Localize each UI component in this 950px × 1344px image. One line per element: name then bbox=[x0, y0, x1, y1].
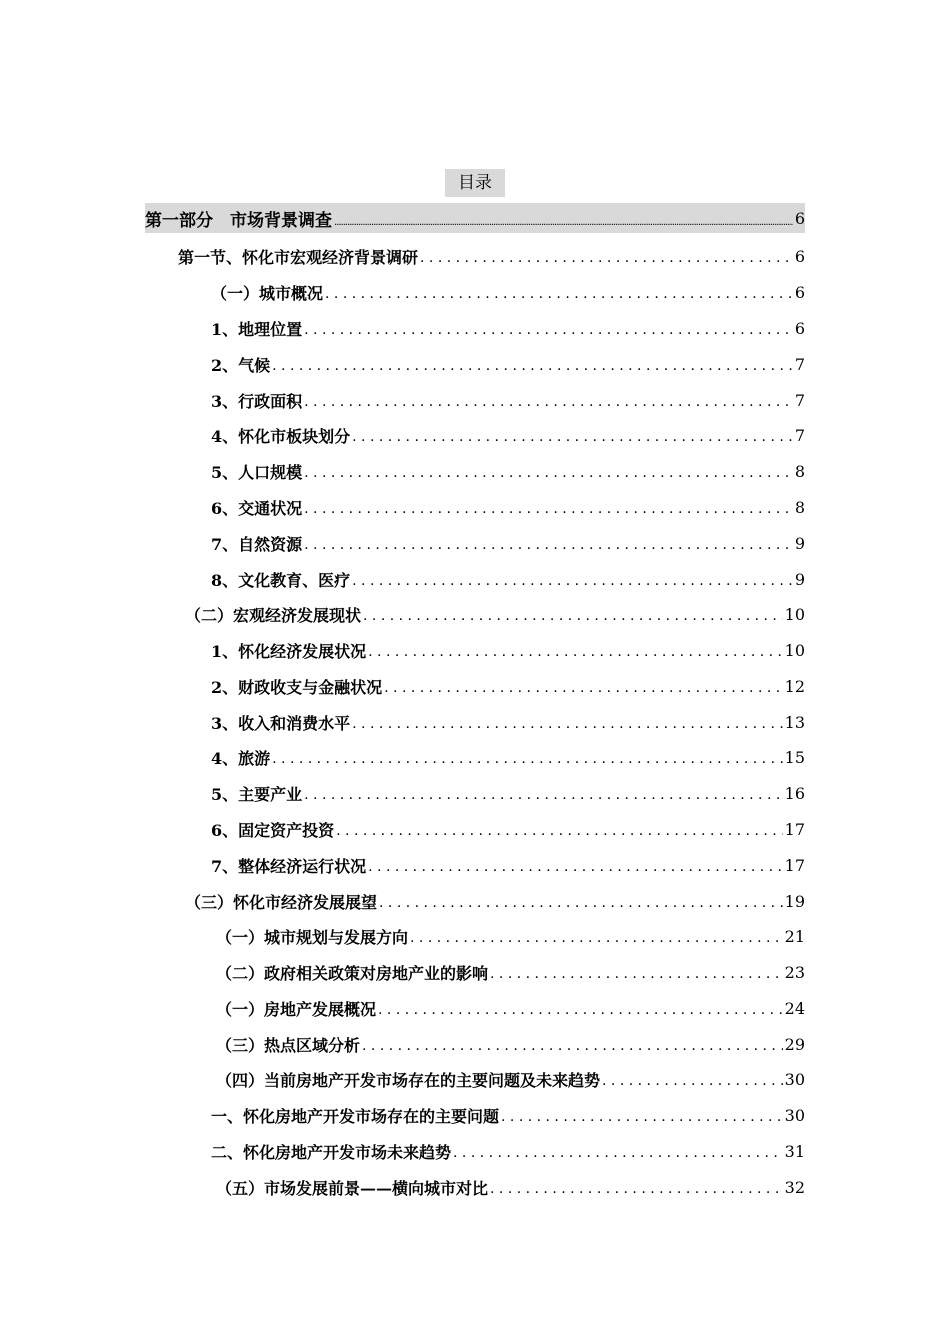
toc-entry-label: （一）城市规划与发展方向 bbox=[216, 927, 409, 947]
toc-page-number: 15 bbox=[784, 747, 805, 767]
toc-page-number: 17 bbox=[784, 855, 805, 875]
toc-leader-dots bbox=[272, 747, 783, 767]
toc-leader-dots bbox=[378, 998, 783, 1018]
toc-leader-dots bbox=[363, 604, 783, 624]
toc-entry-label: 7、整体经济运行状况 bbox=[211, 856, 367, 876]
toc-leader-dots bbox=[420, 246, 793, 266]
toc-entry-label: （三）热点区域分析 bbox=[216, 1035, 361, 1055]
toc-page-number: 16 bbox=[784, 783, 805, 803]
toc-title: 目录 bbox=[445, 169, 505, 197]
toc-entry[interactable] bbox=[211, 815, 805, 843]
toc-entry-label: 6、交通状况 bbox=[211, 498, 303, 518]
toc-leader-dots bbox=[304, 461, 793, 481]
toc-page-number: 8 bbox=[794, 461, 805, 481]
toc-leader-dots bbox=[490, 1177, 783, 1197]
toc-page-number: 30 bbox=[784, 1105, 805, 1125]
toc-leader-dots bbox=[352, 425, 793, 445]
toc-page-number: 19 bbox=[784, 891, 805, 911]
toc-entry-label: 4、旅游 bbox=[211, 748, 271, 768]
toc-leader-dots bbox=[334, 209, 793, 228]
toc-page-number: 12 bbox=[784, 676, 805, 696]
toc-page-number: 9 bbox=[794, 533, 805, 553]
toc-entry[interactable] bbox=[216, 922, 805, 950]
toc-entry-label: 5、人口规模 bbox=[211, 462, 303, 482]
toc-leader-dots bbox=[602, 1069, 783, 1089]
toc-page-number: 10 bbox=[784, 604, 805, 624]
toc-entry[interactable] bbox=[211, 529, 805, 557]
toc-entry[interactable] bbox=[216, 1173, 805, 1201]
toc-leader-dots bbox=[368, 640, 783, 660]
toc-entry-label: 1、怀化经济发展状况 bbox=[211, 641, 367, 661]
toc-leader-dots bbox=[379, 891, 783, 911]
toc-entry-label: 2、气候 bbox=[211, 355, 271, 375]
toc-page-number: 21 bbox=[784, 926, 805, 946]
toc-leader-dots bbox=[490, 962, 783, 982]
toc-entry[interactable] bbox=[211, 493, 805, 521]
toc-page-number: 24 bbox=[784, 998, 805, 1018]
toc-page-number: 31 bbox=[784, 1141, 805, 1161]
toc-page-number: 32 bbox=[784, 1177, 805, 1197]
toc-entry-label: 7、自然资源 bbox=[211, 534, 303, 554]
toc-entry-label: 3、行政面积 bbox=[211, 391, 303, 411]
toc-entry-label: （三）怀化市经济发展展望 bbox=[185, 892, 378, 912]
toc-entry[interactable] bbox=[211, 636, 805, 664]
toc-page-number: 10 bbox=[784, 640, 805, 660]
toc-entry[interactable] bbox=[211, 386, 805, 414]
toc-leader-dots bbox=[453, 1141, 783, 1161]
toc-leader-dots bbox=[352, 569, 793, 589]
toc-page-number: 17 bbox=[784, 819, 805, 839]
toc-leader-dots bbox=[352, 712, 783, 732]
toc-entry-label: 第一节、怀化市宏观经济背景调研 bbox=[178, 247, 419, 267]
toc-entry[interactable] bbox=[211, 457, 805, 485]
toc-page-number: 7 bbox=[794, 425, 805, 445]
toc-entry-label: （四）当前房地产开发市场存在的主要问题及未来趋势 bbox=[216, 1070, 601, 1090]
toc-leader-dots bbox=[362, 1034, 783, 1054]
toc-page-number: 7 bbox=[794, 390, 805, 410]
toc-entry[interactable] bbox=[211, 743, 805, 771]
toc-entry[interactable] bbox=[185, 600, 805, 628]
toc-entry[interactable] bbox=[211, 779, 805, 807]
toc-page-number: 6 bbox=[794, 208, 805, 228]
toc-page-number: 6 bbox=[794, 282, 805, 302]
toc-entry[interactable] bbox=[211, 672, 805, 700]
toc-leader-dots bbox=[368, 855, 783, 875]
toc-page-number: 6 bbox=[794, 246, 805, 266]
toc-page-number: 6 bbox=[794, 318, 805, 338]
toc-leader-dots bbox=[304, 390, 793, 410]
toc-entry[interactable] bbox=[211, 1137, 805, 1165]
toc-leader-dots bbox=[304, 783, 783, 803]
toc-entry[interactable] bbox=[216, 958, 805, 986]
toc-entry[interactable] bbox=[178, 242, 805, 270]
toc-leader-dots bbox=[304, 497, 793, 517]
toc-entry[interactable] bbox=[211, 708, 805, 736]
toc-page-number: 7 bbox=[794, 354, 805, 374]
toc-leader-dots bbox=[325, 282, 793, 302]
toc-leader-dots bbox=[501, 1105, 783, 1125]
toc-entry[interactable] bbox=[185, 887, 805, 915]
toc-entry-label: （一）房地产发展概况 bbox=[216, 999, 377, 1019]
toc-entry-label: 3、收入和消费水平 bbox=[211, 713, 351, 733]
toc-leader-dots bbox=[410, 926, 783, 946]
toc-leader-dots bbox=[336, 819, 783, 839]
toc-entry[interactable] bbox=[216, 994, 805, 1022]
toc-page-number: 29 bbox=[784, 1034, 805, 1054]
toc-entry[interactable] bbox=[216, 1065, 805, 1093]
toc-entry-label: （二）宏观经济发展现状 bbox=[185, 605, 362, 625]
toc-page-number: 23 bbox=[784, 962, 805, 982]
toc-entry-label: 4、怀化市板块划分 bbox=[211, 426, 351, 446]
toc-entry[interactable] bbox=[211, 851, 805, 879]
toc-entry-label: （五）市场发展前景——横向城市对比 bbox=[216, 1178, 489, 1198]
toc-entry-label: （二）政府相关政策对房地产业的影响 bbox=[216, 963, 489, 983]
toc-entry[interactable] bbox=[211, 565, 805, 593]
toc-leader-dots bbox=[272, 354, 793, 374]
toc-entry-label: 二、怀化房地产开发市场未来趋势 bbox=[211, 1142, 452, 1162]
toc-entry[interactable] bbox=[211, 421, 805, 449]
toc-entry-label: 第一部分 市场背景调查 bbox=[145, 210, 332, 231]
toc-page-number: 9 bbox=[794, 569, 805, 589]
toc-entry-label: 8、文化教育、医疗 bbox=[211, 570, 351, 590]
toc-entry-label: 一、怀化房地产开发市场存在的主要问题 bbox=[211, 1106, 500, 1126]
toc-entry-label: 5、主要产业 bbox=[211, 784, 303, 804]
toc-entry[interactable] bbox=[211, 1101, 805, 1129]
toc-page-number: 30 bbox=[784, 1069, 805, 1089]
toc-entry-label: 2、财政收支与金融状况 bbox=[211, 677, 383, 697]
toc-leader-dots bbox=[304, 533, 793, 553]
toc-entry-label: （一）城市概况 bbox=[211, 283, 324, 303]
toc-leader-dots bbox=[384, 676, 783, 696]
toc-entry[interactable] bbox=[211, 350, 805, 378]
toc-entry[interactable] bbox=[216, 1030, 805, 1058]
toc-page-number: 13 bbox=[784, 712, 805, 732]
toc-entry-label: 1、地理位置 bbox=[211, 319, 303, 339]
toc-entry[interactable] bbox=[211, 314, 805, 342]
toc-entry[interactable] bbox=[211, 278, 805, 306]
toc-entry-label: 6、固定资产投资 bbox=[211, 820, 335, 840]
toc-page-number: 8 bbox=[794, 497, 805, 517]
toc-leader-dots bbox=[304, 318, 793, 338]
toc-entry-part-1[interactable] bbox=[145, 203, 805, 233]
